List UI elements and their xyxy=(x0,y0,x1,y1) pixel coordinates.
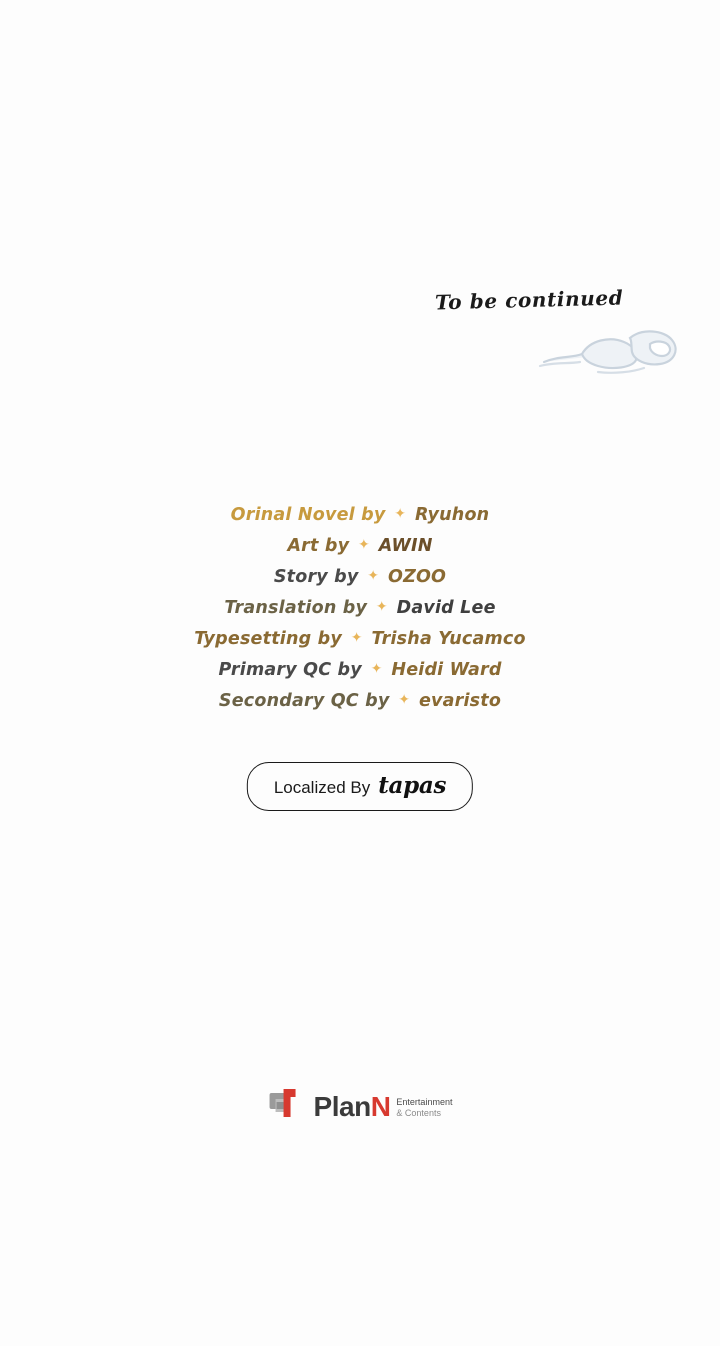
sparkle-icon: ✦ xyxy=(375,599,388,615)
sparkle-icon: ✦ xyxy=(350,630,363,646)
cloud-decoration-icon xyxy=(538,310,688,380)
credit-name: Ryuhon xyxy=(414,505,490,525)
credit-name: David Lee xyxy=(396,598,496,618)
credit-row xyxy=(0,500,720,531)
credit-row xyxy=(0,686,720,717)
credit-role: Story by xyxy=(273,567,359,587)
credit-row xyxy=(0,624,720,655)
credit-name: AWIN xyxy=(378,536,433,556)
publisher-name-part3: N xyxy=(370,1091,391,1122)
localized-by-label: Localized By xyxy=(273,778,371,797)
credit-row xyxy=(0,593,720,624)
credits-list xyxy=(0,500,720,717)
publisher-tagline xyxy=(396,1097,452,1119)
to-be-continued-group xyxy=(418,285,678,388)
tapas-wordmark: tapas xyxy=(378,772,447,799)
sparkle-icon: ✦ xyxy=(370,661,383,677)
credit-row xyxy=(0,655,720,686)
credit-name: OZOO xyxy=(388,567,447,587)
credit-role: Orinal Novel by xyxy=(230,505,386,525)
publisher-tagline-line2: & Contents xyxy=(396,1108,441,1118)
publisher-logo xyxy=(268,1085,453,1125)
credit-role: Typesetting by xyxy=(194,629,342,649)
sparkle-icon: ✦ xyxy=(357,537,370,553)
credit-role: Art by xyxy=(287,536,350,556)
publisher-name xyxy=(314,1093,391,1121)
to-be-continued-text: To be continued xyxy=(434,285,624,315)
credit-role: Secondary QC by xyxy=(218,691,390,711)
credit-name: Heidi Ward xyxy=(391,660,502,680)
publisher-tagline-line1: Entertainment xyxy=(396,1097,453,1107)
credit-role: Primary QC by xyxy=(218,660,362,680)
publisher-name-part2: n xyxy=(354,1091,371,1122)
sparkle-icon: ✦ xyxy=(367,568,380,584)
plann-mark-icon xyxy=(268,1085,312,1125)
sparkle-icon: ✦ xyxy=(394,506,407,522)
credit-role: Translation by xyxy=(224,598,368,618)
publisher-name-part1: Pla xyxy=(313,1091,355,1122)
localized-by-badge xyxy=(247,762,473,811)
sparkle-icon: ✦ xyxy=(398,692,411,708)
credit-name: evaristo xyxy=(418,691,502,711)
credit-row xyxy=(0,531,720,562)
credit-name: Trisha Yucamco xyxy=(371,629,526,649)
credit-row xyxy=(0,562,720,593)
